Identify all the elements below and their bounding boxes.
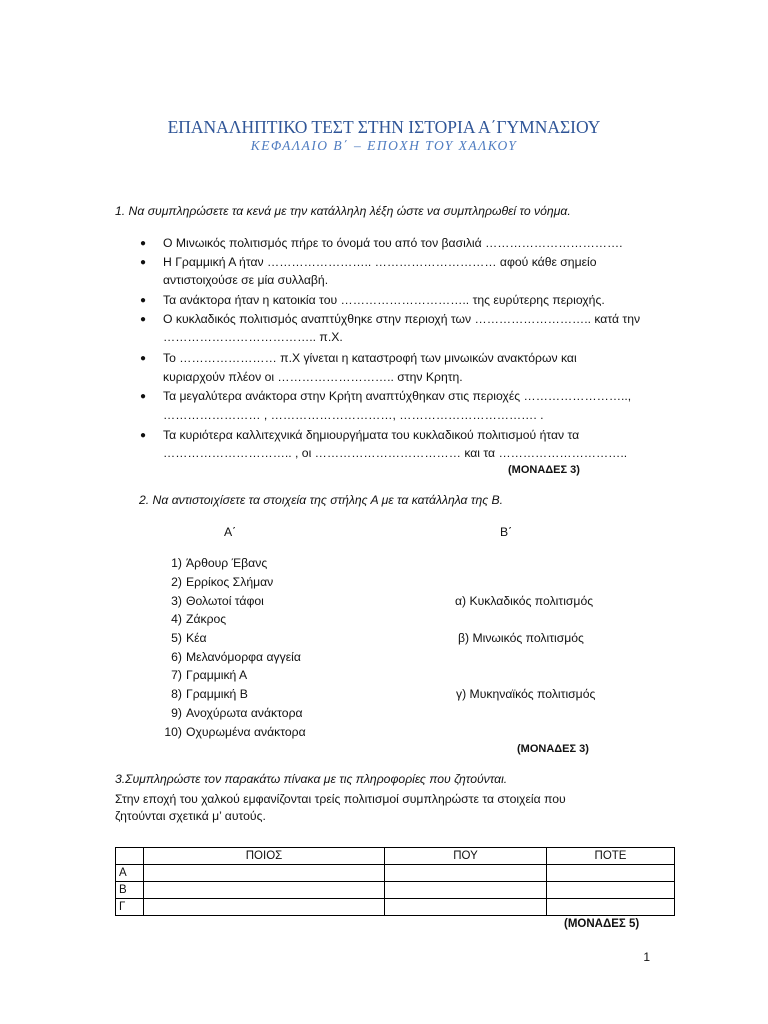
item-number: 9) [171,706,182,720]
table-row [116,865,675,882]
match-item: Μελανόμορφα αγγεία [186,650,301,664]
match-item: Άρθουρ Έβανς [186,556,268,570]
page-subtitle: ΚΕΦΑΛΑΙΟ Β΄ – ΕΠΟΧΗ ΤΟΥ ΧΑΛΚΟΥ [250,138,518,153]
table-row [116,882,675,899]
table-cell-when[interactable] [547,882,675,899]
match-item: Οχυρωμένα ανάκτορα [186,725,306,739]
table-cell-where[interactable] [385,882,547,899]
item-number: 7) [171,668,182,682]
match-item: Γραμμική Β [186,687,248,701]
table-cell-where[interactable] [385,865,547,882]
table-header-cell [116,848,144,865]
table-header-row [116,848,675,865]
item-number: 1) [171,556,182,570]
q1-line: Ο Μινωικός πολιτισμός πήρε το όνομά του από τον βασιλιά ……………………………. [163,236,623,250]
bullet-icon: ● [140,430,147,441]
match-item: Κέα [186,631,207,645]
q3-prompt: 3.Συμπληρώστε τον παρακάτω πίνακα με τις πληροφορίες που ζητούνται. [115,772,508,786]
item-number: 2) [171,575,182,589]
item-number: 8) [171,687,182,701]
item-number: 3) [171,594,182,608]
bullet-icon: ● [140,314,147,325]
q1-line: αντιστοιχούσε σε μία συλλαβή. [163,273,329,287]
item-number: 5) [171,631,182,645]
column-b-header: Β΄ [500,525,513,539]
row-label: Α [116,865,144,882]
q3-text: ζητούνται σχετικά μ’ αυτούς. [115,809,266,823]
bullet-icon: ● [140,391,147,402]
q1-line: Το …………………… π.Χ γίνεται η καταστροφή των μινωικών ανακτόρων και [163,351,577,365]
table-header-cell: ΠΟΙΟΣ [144,848,385,865]
bullet-icon: ● [140,238,147,249]
answer-option: γ) Μυκηναϊκός πολιτισμός [456,687,596,701]
q1-line: ……………………………….. π.Χ. [163,330,343,344]
q3-marks: (ΜΟΝΑΔΕΣ 5) [564,918,640,930]
q3-text: Στην εποχή του χαλκού εμφανίζονται τρείς πολιτισμοί συμπληρώστε τα στοιχεία που [115,792,566,806]
page-number: 1 [643,950,650,964]
q1-line: κυριαρχούν πλέον οι ……………………….. στην Κρητη. [163,370,463,384]
q1-line: Τα ανάκτορα ήταν η κατοικία του ………………………….. της ευρύτερης περιοχής. [163,293,605,307]
table-cell-who[interactable] [144,865,385,882]
bullet-icon: ● [140,295,147,306]
match-item: Ζάκρος [186,612,227,626]
bullet-icon: ● [140,257,147,268]
q1-line: Ο κυκλαδικός πολιτισμός αναπτύχθηκε στην περιοχή των ……………………….. κατά την [163,312,641,326]
answer-option: β) Μινωικός πολιτισμός [458,631,584,645]
table-cell-when[interactable] [547,899,675,916]
q1-line: Τα μεγαλύτερα ανάκτορα στην Κρήτη αναπτύχθηκαν στις περιοχές …………………….., [163,389,632,403]
table-cell-where[interactable] [385,899,547,916]
q2-marks: (ΜΟΝΑΔΕΣ 3) [517,743,589,755]
item-number: 4) [171,612,182,626]
q2-prompt: 2. Να αντιστοιχίσετε τα στοιχεία της στήλης Α με τα κατάλληλα της Β. [139,493,504,507]
match-item: Ανοχύρωτα ανάκτορα [186,706,303,720]
table-row [116,899,675,916]
match-item: Γραμμική Α [186,668,248,682]
table-cell-who[interactable] [144,882,385,899]
q1-line: ………………………….. , οι ……………………………… και τα ………………………….. [163,446,628,460]
row-label: Γ [116,899,144,916]
info-table [115,847,675,916]
column-a-header: Α΄ [224,525,237,539]
table-header-cell: ΠΟΤΕ [547,848,675,865]
answer-option: α) Κυκλαδικός πολιτισμός [455,594,594,608]
row-label: Β [116,882,144,899]
item-number: 6) [171,650,182,664]
match-item: Θολωτοί τάφοι [186,594,264,608]
table-header-cell: ΠΟΥ [385,848,547,865]
bullet-icon: ● [140,353,147,364]
table-cell-when[interactable] [547,865,675,882]
q1-line: Τα κυριότερα καλλιτεχνικά δημιουργήματα του κυκλαδικού πολιτισμού ήταν τα [163,428,580,442]
table-cell-who[interactable] [144,899,385,916]
page-title: ΕΠΑΝΑΛΗΠΤΙΚΟ ΤΕΣΤ ΣΤΗΝ ΙΣΤΟΡΙΑ Α΄ΓΥΜΝΑΣΙΟΥ [167,117,601,137]
q1-line: Η Γραμμική Α ήταν …………………….. ………………………… αφού κάθε σημείο [163,255,597,269]
item-number: 10) [164,725,182,739]
q1-prompt: 1. Να συμπληρώσετε τα κενά με την κατάλληλη λέξη ώστε να συμπληρωθεί το νόημα. [115,204,571,218]
q1-marks: (ΜΟΝΑΔΕΣ 3) [508,464,580,476]
match-item: Ερρίκος Σλήμαν [186,575,274,589]
q1-line: …………………… , …………………………, ……………………………. . [163,408,544,422]
